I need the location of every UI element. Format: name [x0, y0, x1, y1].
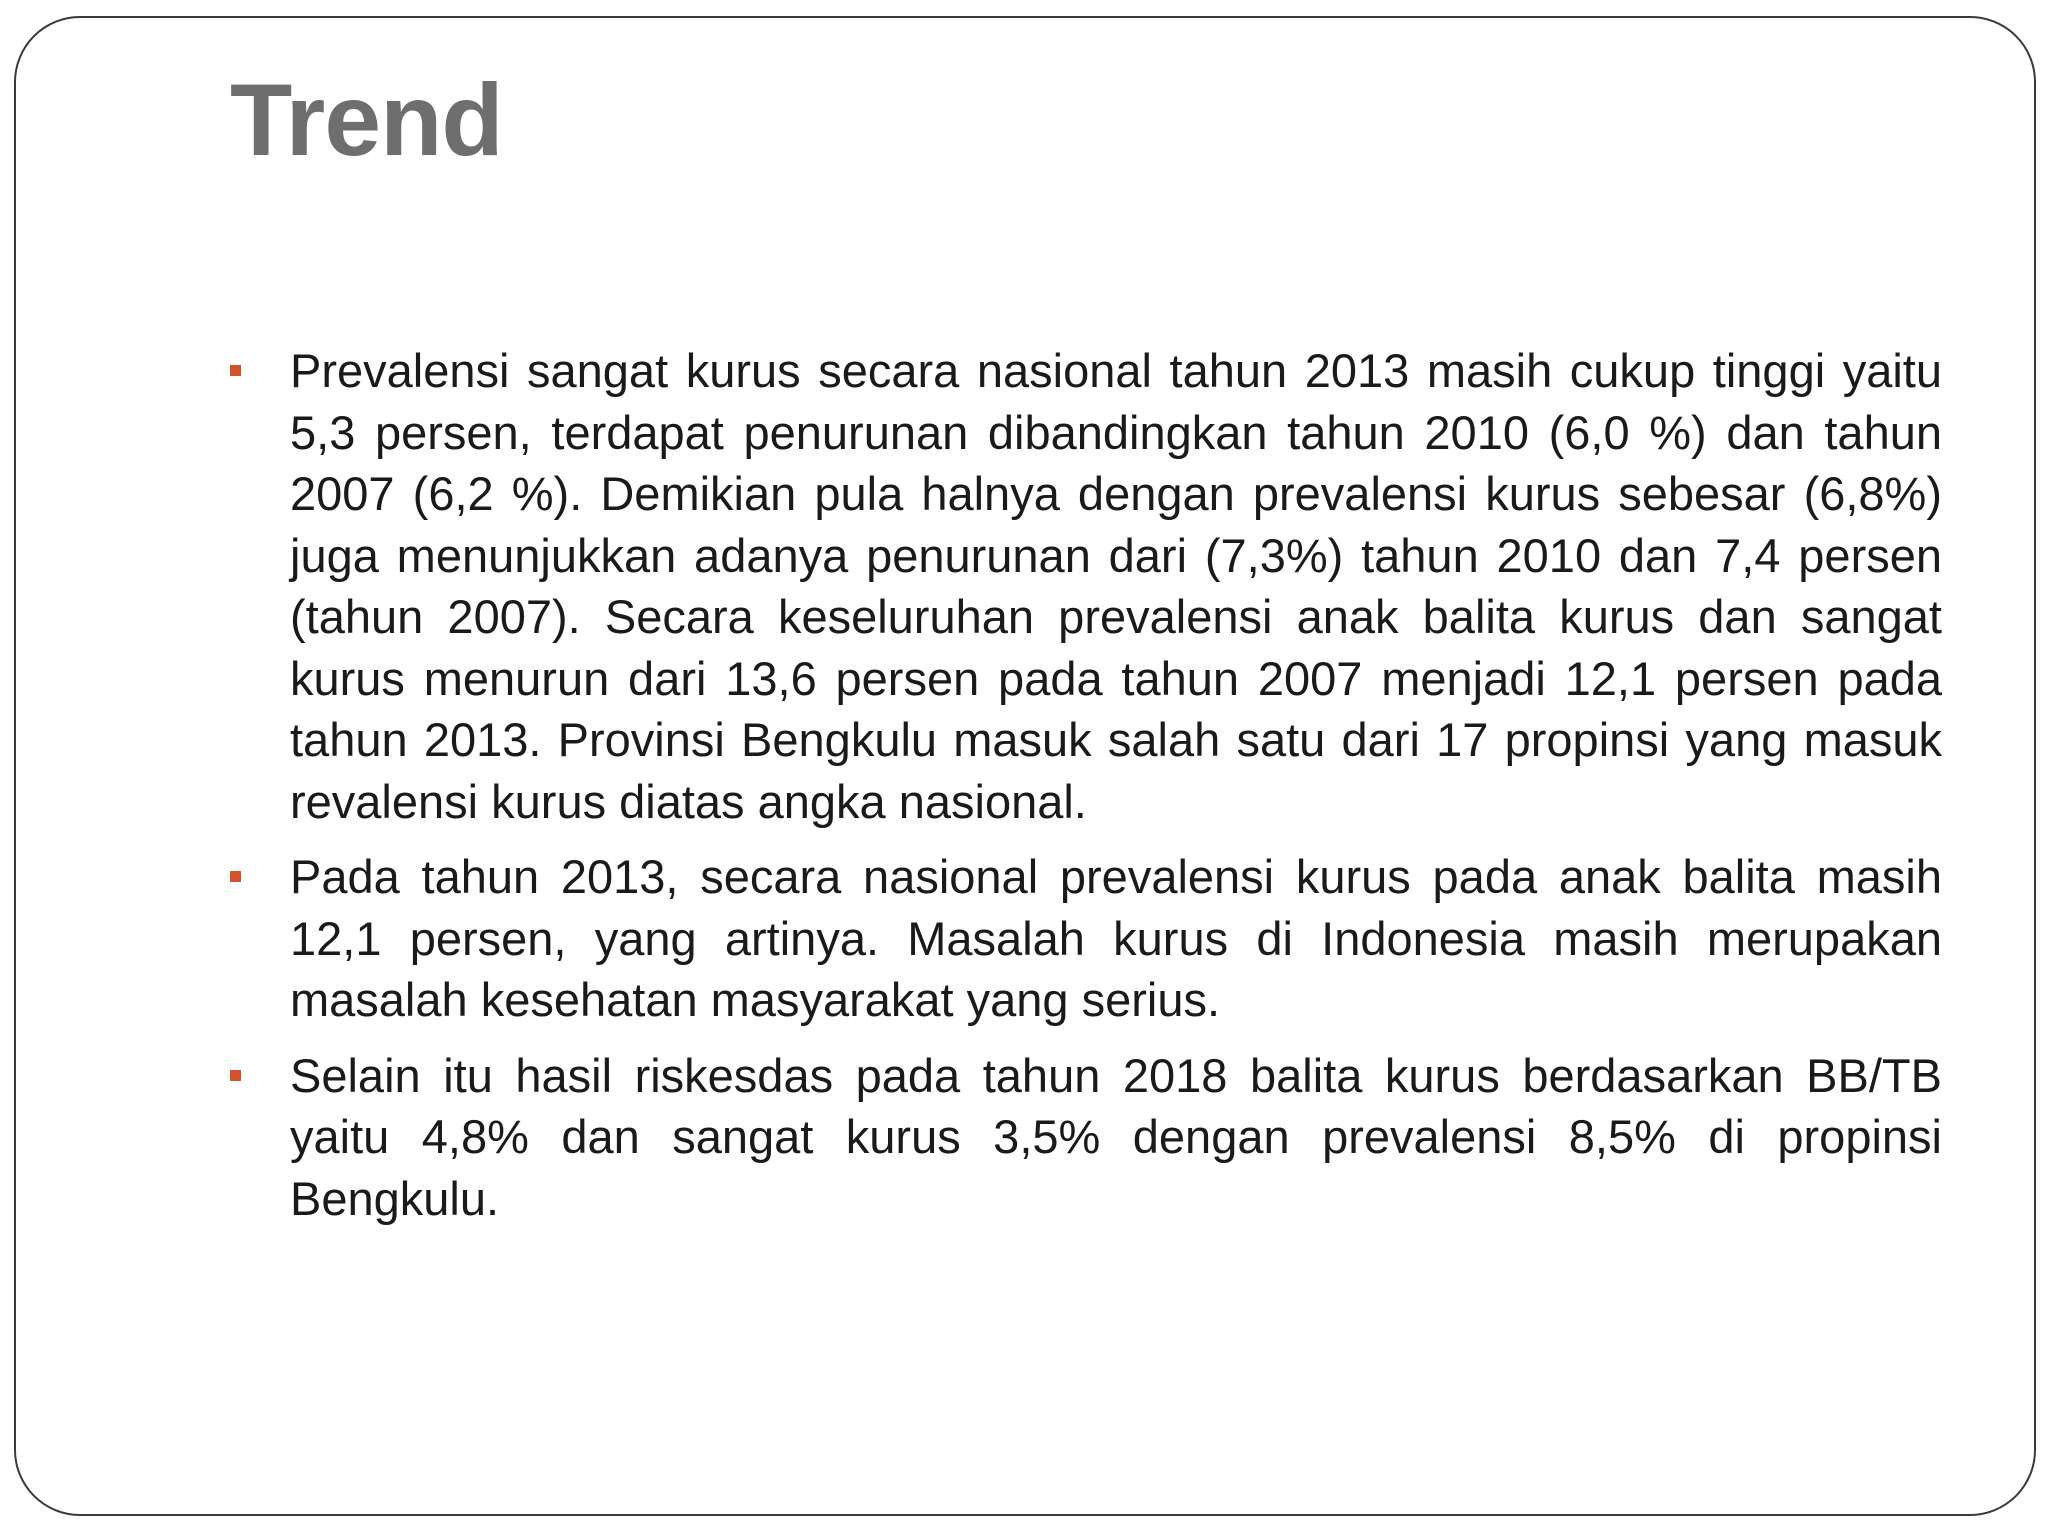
bullet-text: Selain itu hasil riskesdas pada tahun 2018 balita kurus berdasarkan BB/TB yaitu 4,8% dan sangat kurus 3,5% dengan prevalensi 8,5% di propinsi Bengkulu.: [290, 1048, 1942, 1225]
bullet-square-icon: [230, 871, 241, 882]
slide: [14, 16, 2036, 1516]
bullet-square-icon: [230, 365, 241, 376]
bullet-item: [230, 846, 1942, 1031]
bullet-text: Prevalensi sangat kurus secara nasional tahun 2013 masih cukup tinggi yaitu 5,3 persen, terdapat penurunan dibandingkan tahun 2010 (6,0 %) dan tahun 2007 (6,2 %). Demikian pula halnya dengan prevalensi kurus sebesar (6,8%) juga menunjukkan adanya penurunan dari (7,3%) tahun 2010 dan 7,4 persen (tahun 2007). Secara keseluruhan prevalensi anak balita kurus dan sangat kurus menurun dari 13,6 persen pada tahun 2007 menjadi 12,1 persen pada tahun 2013. Provinsi Bengkulu masuk salah satu dari 17 propinsi yang masuk revalensi kurus diatas angka nasional.: [290, 344, 1942, 828]
bullet-text: Pada tahun 2013, secara nasional prevalensi kurus pada anak balita masih 12,1 persen, yang artinya. Masalah kurus di Indonesia masih merupakan masalah kesehatan masyarakat yang serius.: [290, 850, 1942, 1026]
bullet-item: [230, 340, 1942, 832]
bullet-item: [230, 1045, 1942, 1230]
bullet-square-icon: [230, 1070, 241, 1081]
slide-title: Trend: [230, 63, 503, 177]
bullet-list: [230, 340, 1942, 1243]
